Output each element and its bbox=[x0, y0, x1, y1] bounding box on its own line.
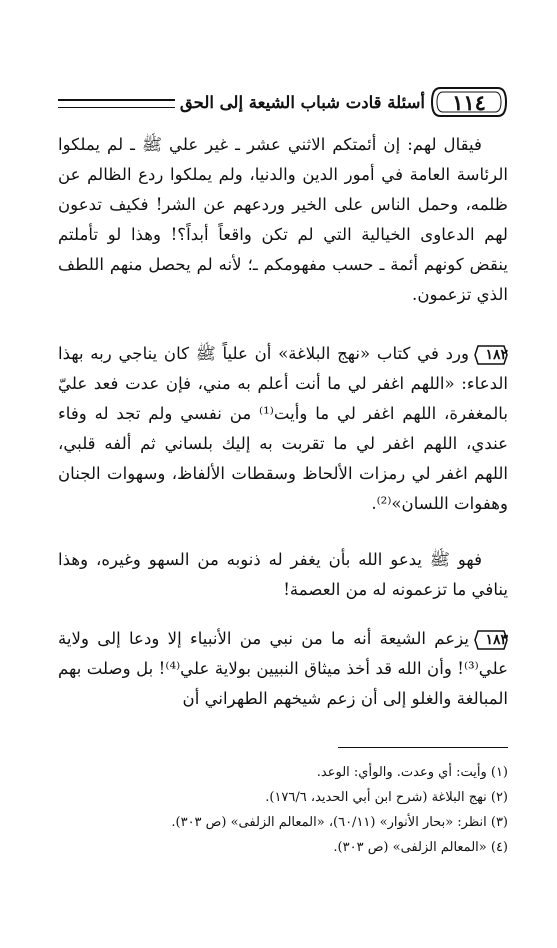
question-number-badge bbox=[474, 627, 508, 653]
paragraph-1 bbox=[58, 130, 508, 310]
header-rule bbox=[58, 99, 175, 108]
footnote-separator bbox=[338, 747, 508, 748]
footnotes bbox=[58, 760, 508, 860]
running-title: أسئلة قادت شباب الشيعة إلى الحق bbox=[179, 92, 425, 112]
paragraph-text: فيقال لهم: إن أئمتكم الاثني عشر ـ غير علي ﷺ ـ لم يملكوا الرئاسة العامة في أمور الدين والدنيا، ولم يملكوا ردع الظالم عن ظلمه، وحمل الناس على الخير وردعهم عن الشر! فكيف تدعون لهم الدعاوى الخيالية التي لم تكن واقعاً أبداً؟! وهذا لو تأملتم ينقض كونهم أئمة ـ حسب مفهومكم ـ؛ لأنه لم يحصل منهم اللطف الذي تزعمون. bbox=[58, 135, 508, 304]
paragraph-3 bbox=[58, 545, 508, 605]
footnote: (٣) انظر: «بحار الأنوار» (٦٠/١١)، «المعالم الزلفى» (ص ٣٠٣). bbox=[171, 815, 508, 830]
page-number-badge bbox=[430, 85, 508, 119]
question-number: ١٨٢ bbox=[485, 346, 508, 363]
page-header bbox=[58, 82, 508, 122]
page-number: ١١٤ bbox=[452, 89, 486, 115]
paragraph-text: يزعم الشيعة أنه ما من نبي من الأنبياء إلا ودعا إلى ولاية علي⁽³⁾! وأن الله قد أخذ ميثاق النبيين بولاية علي⁽⁴⁾! بل وصلت بهم المبالغة والغلو إلى أن زعم شيخهم الطهراني أن bbox=[58, 629, 508, 708]
question-number: ١٨٣ bbox=[485, 631, 508, 648]
paragraph-4 bbox=[58, 624, 508, 714]
paragraph-text: فهو ﷺ يدعو الله بأن يغفر له ذنوبه من السهو وغيره، وهذا ينافي ما تزعمونه له من العصمة! bbox=[58, 550, 508, 599]
paragraph-2 bbox=[58, 339, 508, 519]
footnote: (١) وأيت: أي وعدت. والوأي: الوعد. bbox=[316, 765, 508, 780]
question-number-badge bbox=[474, 342, 508, 368]
paragraph-text: ورد في كتاب «نهج البلاغة» أن علياً ﷺ كان يناجي ربه بهذا الدعاء: «اللهم اغفر لي ما أنت أعلم به مني، فإن عدت فعد عليّ بالمغفرة، اللهم اغفر لي ما وأيت⁽¹⁾ من نفسي ولم تجد له وفاء عندي، اللهم اغفر لي ما تقربت به إليك بلساني ثم ألفه قلبي، اللهم اغفر لي رمزات الألحاظ وسقطات الألفاظ، وسهوات الجنان وهفوات اللسان»⁽²⁾. bbox=[58, 344, 508, 513]
footnote: (٤) «المعالم الزلفى» (ص ٣٠٣). bbox=[333, 840, 508, 855]
footnote: (٢) نهج البلاغة (شرح ابن أبي الحديد، ١٧٦/٦). bbox=[265, 790, 508, 805]
